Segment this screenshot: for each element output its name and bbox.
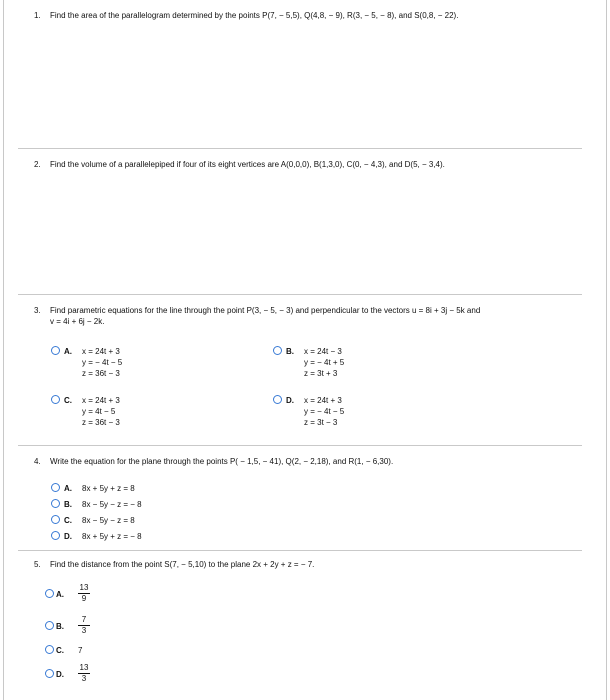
equation-line: y = 4t − 5 xyxy=(82,407,116,416)
question-text-line1: Find parametric equations for the line through the point P(3, − 5, − 3) and perpendicular to the vectors u = 8i + 3j − 5k and xyxy=(50,306,481,315)
option-label: D. xyxy=(64,532,72,541)
fraction xyxy=(77,583,91,604)
divider xyxy=(18,550,582,551)
option-label: A. xyxy=(64,484,72,493)
option-label: A. xyxy=(56,590,64,599)
page-border-left xyxy=(3,0,4,700)
radio-button[interactable] xyxy=(273,395,282,404)
option-label: C. xyxy=(64,396,72,405)
option-text: 8x + 5y + z = − 8 xyxy=(82,532,142,541)
question-text: Write the equation for the plane through the points P( − 1,5, − 41), Q(2, − 2,18), and R(1, − 6,30). xyxy=(50,457,394,466)
question-2 xyxy=(34,160,445,169)
question-number: 5. xyxy=(34,560,41,569)
denominator: 9 xyxy=(81,594,87,603)
radio-button[interactable] xyxy=(45,645,54,654)
option-label: B. xyxy=(64,500,72,509)
question-1 xyxy=(34,11,458,20)
radio-button[interactable] xyxy=(51,483,60,492)
question-text-line2: v = 4i + 6j − 2k. xyxy=(50,317,105,326)
radio-button[interactable] xyxy=(51,499,60,508)
option-label: C. xyxy=(64,516,72,525)
numerator: 13 xyxy=(79,583,89,592)
equation-line: z = 36t − 3 xyxy=(82,418,120,427)
equation-line: y = − 4t − 5 xyxy=(82,358,123,367)
question-3 xyxy=(34,306,480,326)
denominator: 3 xyxy=(81,626,87,635)
radio-button[interactable] xyxy=(45,669,54,678)
option-text: 8x − 5y − z = 8 xyxy=(82,516,135,525)
equation-line: y = − 4t − 5 xyxy=(304,407,345,416)
fraction xyxy=(77,615,91,636)
option-label: B. xyxy=(56,622,64,631)
question-number: 3. xyxy=(34,306,41,315)
option-label: D. xyxy=(286,396,294,405)
divider xyxy=(18,445,582,446)
option-label: C. xyxy=(56,646,64,655)
numerator: 13 xyxy=(79,663,89,672)
divider xyxy=(18,294,582,295)
equation-line: z = 36t − 3 xyxy=(82,369,120,378)
option-text: 8x + 5y + z = 8 xyxy=(82,484,135,493)
equation-line: x = 24t + 3 xyxy=(82,396,120,405)
equation-line: y = − 4t + 5 xyxy=(304,358,345,367)
radio-button[interactable] xyxy=(51,531,60,540)
radio-button[interactable] xyxy=(51,395,60,404)
equation-line: x = 24t + 3 xyxy=(82,347,120,356)
question-4 xyxy=(34,457,393,466)
page-border-right xyxy=(606,0,607,700)
radio-button[interactable] xyxy=(51,515,60,524)
equation-line: x = 24t + 3 xyxy=(304,396,342,405)
option-label: D. xyxy=(56,670,64,679)
radio-button[interactable] xyxy=(45,589,54,598)
denominator: 3 xyxy=(81,674,87,683)
question-number: 1. xyxy=(34,11,41,20)
equation-line: z = 3t − 3 xyxy=(304,418,338,427)
option-label: B. xyxy=(286,347,294,356)
option-text: 7 xyxy=(78,646,83,655)
question-number: 4. xyxy=(34,457,41,466)
radio-button[interactable] xyxy=(273,346,282,355)
fraction xyxy=(77,663,91,684)
question-number: 2. xyxy=(34,160,41,169)
equation-line: x = 24t − 3 xyxy=(304,347,342,356)
question-text: Find the area of the parallelogram determined by the points P(7, − 5,5), Q(4,8, − 9), R(3, − 5, − 8), and S(0,8, − 22). xyxy=(50,11,459,20)
option-label: A. xyxy=(64,347,72,356)
radio-button[interactable] xyxy=(45,621,54,630)
question-5 xyxy=(34,560,314,569)
option-text: 8x − 5y − z = − 8 xyxy=(82,500,142,509)
numerator: 7 xyxy=(81,615,87,624)
equation-line: z = 3t + 3 xyxy=(304,369,338,378)
question-text: Find the distance from the point S(7, − 5,10) to the plane 2x + 2y + z = − 7. xyxy=(50,560,315,569)
radio-button[interactable] xyxy=(51,346,60,355)
divider xyxy=(18,148,582,149)
question-text: Find the volume of a parallelepiped if four of its eight vertices are A(0,0,0), B(1,3,0), C(0, − 4,3), and D(5, − 3,4). xyxy=(50,160,445,169)
